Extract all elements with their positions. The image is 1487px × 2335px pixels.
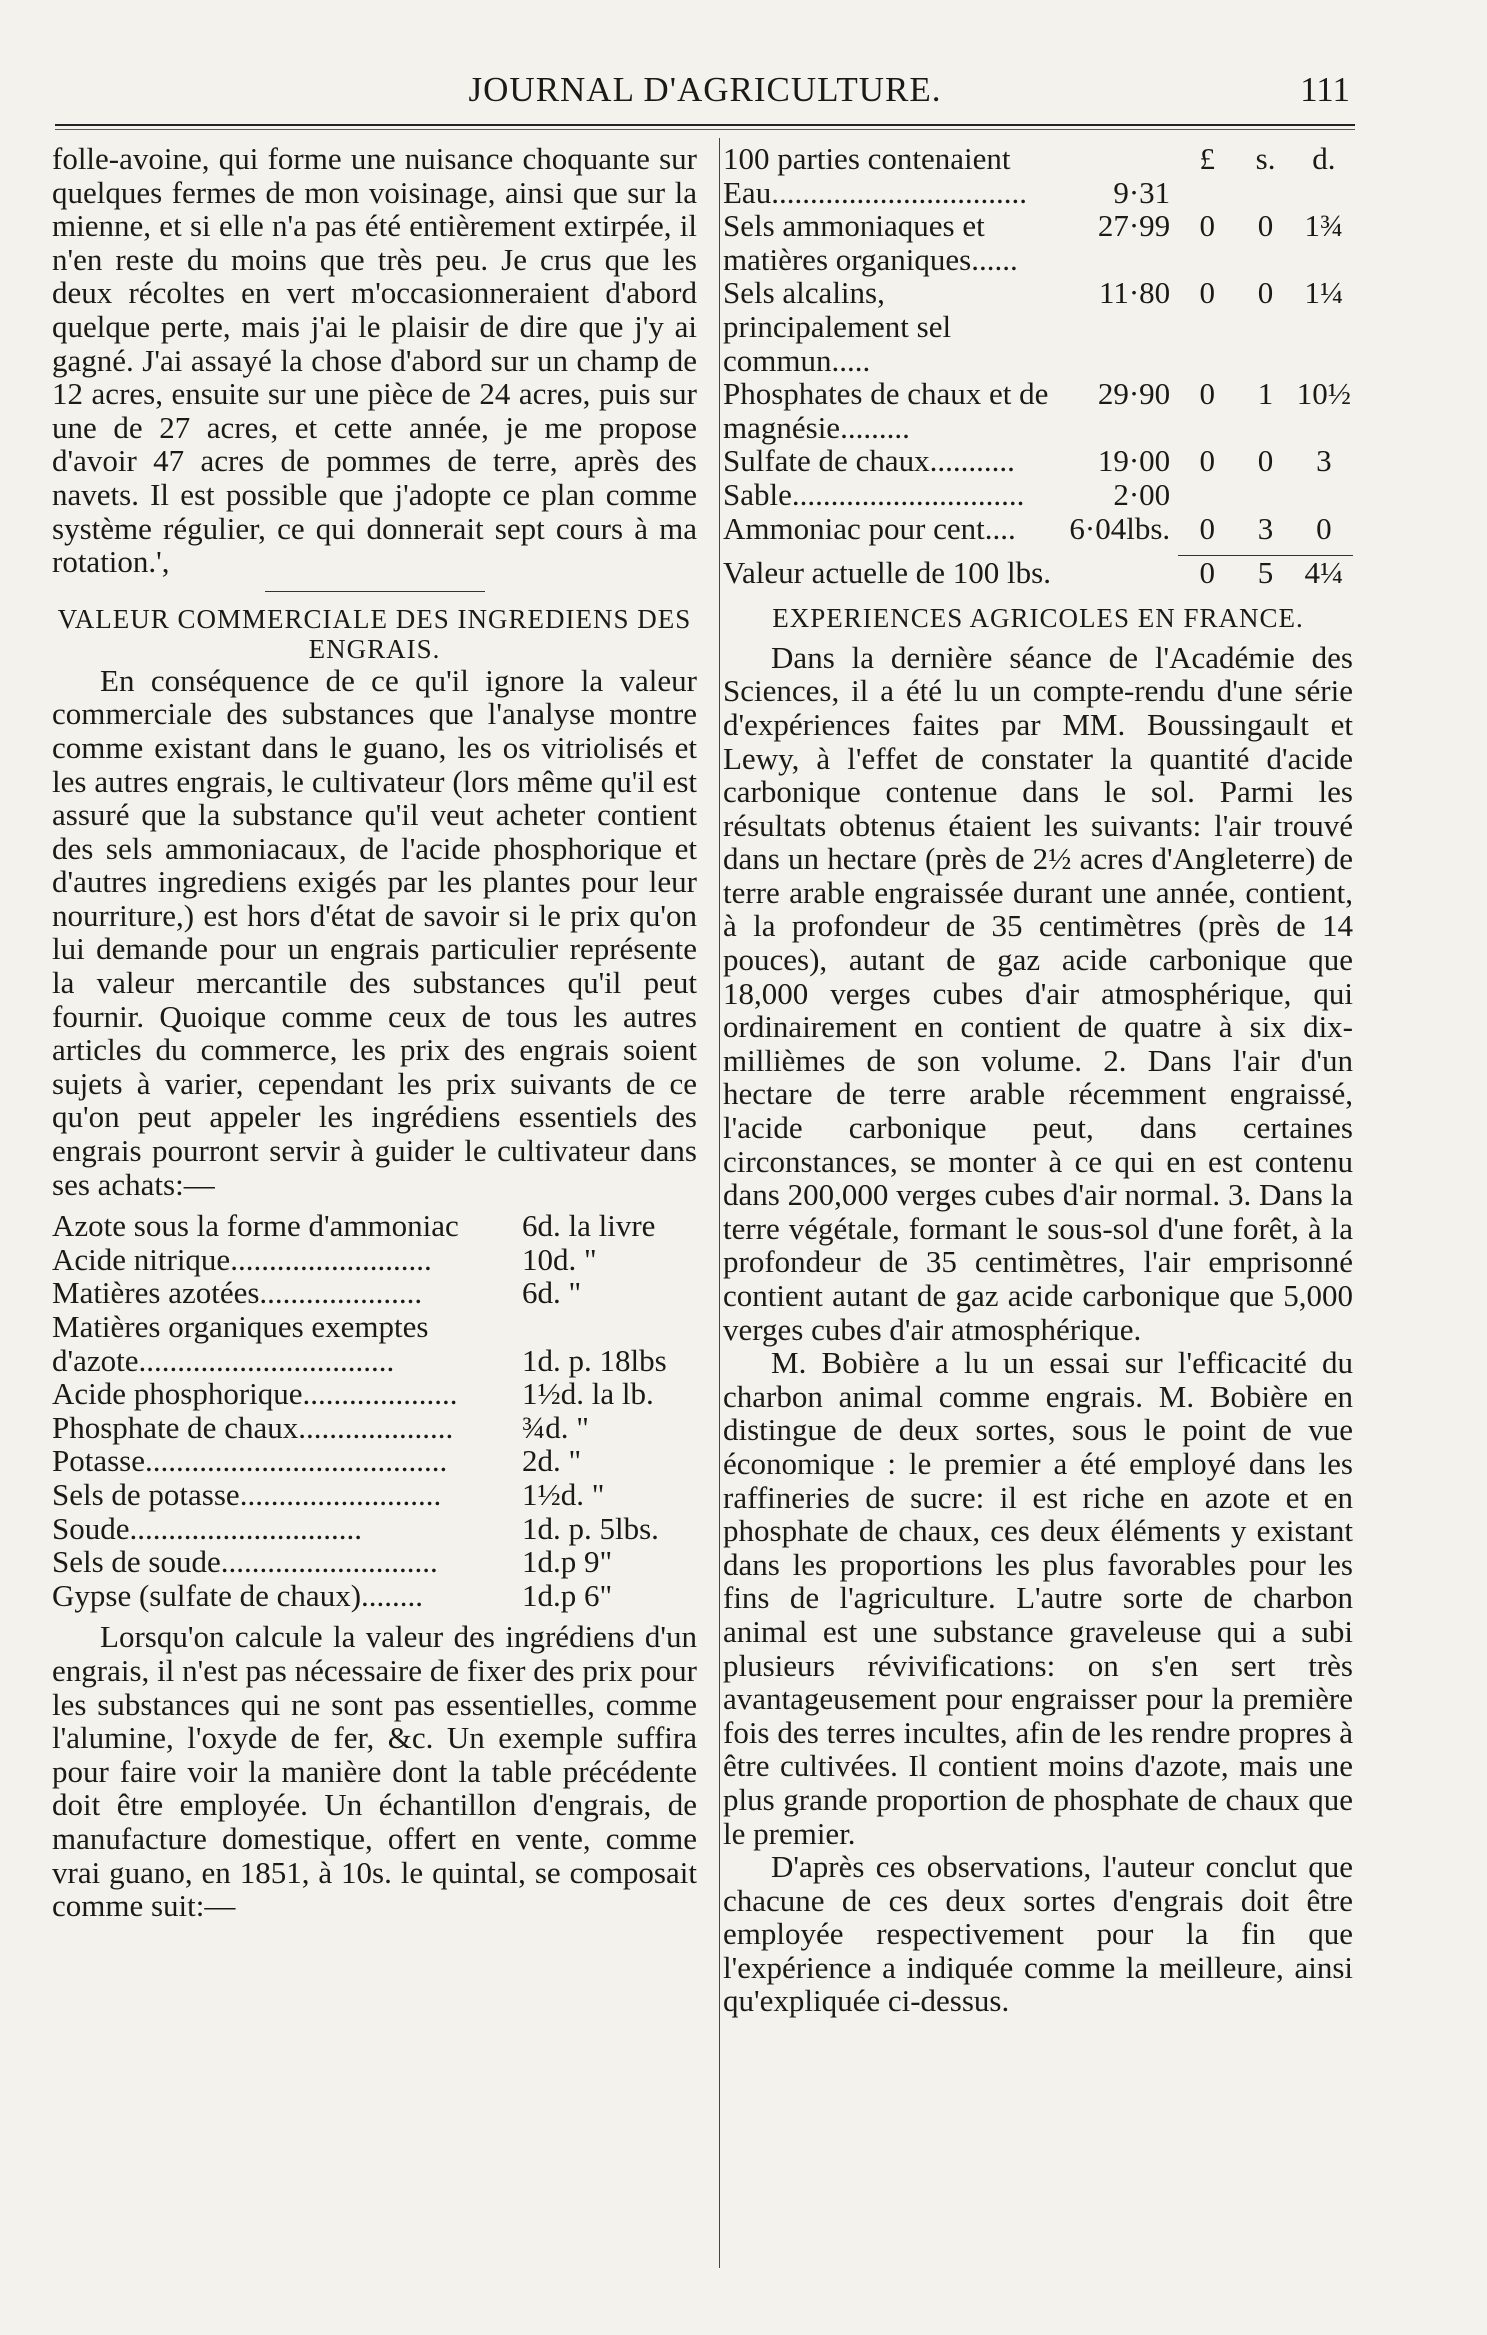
journal-title: JOURNAL D'AGRICULTURE. <box>468 70 942 109</box>
price-item: Phosphate de chaux.................... <box>52 1409 454 1445</box>
total-shillings: 5 <box>1257 555 1274 591</box>
analysis-label: Sable.............................. <box>723 476 1025 512</box>
header-rule <box>55 124 1355 126</box>
analysis-label: Ammoniac pour cent.... <box>723 510 1016 546</box>
price-value: 2d. " <box>522 1443 582 1479</box>
price-item: Acide phosphorique.................... <box>52 1376 458 1412</box>
price-row <box>52 1444 697 1478</box>
analysis-shillings: 0 <box>1257 443 1274 479</box>
price-item: d'azote................................. <box>52 1342 395 1378</box>
analysis-label: Eau................................. <box>723 174 1027 210</box>
price-row <box>52 1243 697 1277</box>
analysis-pence <box>1295 478 1353 512</box>
analysis-total-row <box>723 556 1353 590</box>
price-item: Matières organiques exemptes <box>52 1309 429 1344</box>
analysis-row <box>723 276 1353 377</box>
analysis-percent: 2·00 <box>1113 476 1171 512</box>
analysis-header-label: 100 parties contenaient <box>723 141 1011 176</box>
pence-header: d. <box>1312 141 1336 176</box>
analysis-pounds <box>1178 176 1236 210</box>
analysis-pounds: 0 <box>1199 376 1216 412</box>
price-row <box>52 1310 697 1344</box>
analysis-pounds: 0 <box>1199 275 1216 311</box>
analysis-row <box>723 377 1353 444</box>
conclusion-paragraph: D'après ces observations, l'auteur conclut que chacune de ces deux sortes d'engrais doit être employée respectivement pour la fin que l'expérience a indiquée comme la meilleure, ainsi qu'expliquée ci-dessus. <box>723 1849 1353 2019</box>
analysis-percent: 19·00 <box>1097 443 1171 479</box>
price-row <box>52 1276 697 1310</box>
analysis-pence: 1¾ <box>1304 208 1344 244</box>
price-value: 1½d. la lb. <box>522 1376 654 1412</box>
analysis-shillings: 3 <box>1257 510 1274 546</box>
price-item: Potasse....................................... <box>52 1443 448 1479</box>
total-label: Valeur actuelle de 100 lbs. <box>723 554 1051 590</box>
total-pounds: 0 <box>1199 555 1216 591</box>
analysis-pounds: 0 <box>1199 208 1216 244</box>
analysis-shillings <box>1236 478 1294 512</box>
analysis-table <box>723 142 1353 590</box>
pound-header: £ <box>1199 141 1216 176</box>
analysis-shillings <box>1236 176 1294 210</box>
analysis-pence: 10½ <box>1296 376 1351 412</box>
total-pence: 4¼ <box>1304 555 1344 591</box>
price-item: Sels de potasse.......................... <box>52 1476 442 1512</box>
price-value <box>522 1310 697 1344</box>
price-row <box>52 1478 697 1512</box>
analysis-percent: 6·04lbs. <box>1069 510 1171 546</box>
experiences-paragraph: Dans la dernière séance de l'Académie des Sciences, il a été lu un compte-rendu d'une série d'expériences faites par MM. Boussingault et Lewy, à l'effet de constater la quantité d'acide carbonique contenue dans le sol. Parmi les résultats obtenus étaient les suivants: l'air trouvé dans un hectare (près de 2½ acres d'Angleterre) de terre arable engraissée durant une année, contient, à la profondeur de 35 centimètres (près de 14 pouces), autant de gaz acide carbonique que 18,000 verges cubes d'air atmosphérique, qui ordinairement en contient de quatre à six dix-millièmes de son volume. 2. Dans l'air d'un hectare de terre arable récemment engraissé, l'acide carbonique peut, dans certaines circonstances, se monter à ce qui en est contenu dans 200,000 verges cubes d'air normal. 3. Dans la terre végétale, formant le sous-sol d'une forêt, à la profondeur de 35 centimètres, l'air emprisonné contient autant de gaz acide carbonique que 5,000 verges cubes d'air atmosphérique. <box>723 639 1353 1347</box>
right-column <box>723 142 1353 2018</box>
analysis-percent: 29·90 <box>1097 376 1171 412</box>
section-rule <box>265 591 485 592</box>
left-column <box>52 142 697 1923</box>
page-number: 111 <box>1300 70 1350 109</box>
analysis-percent: 9·31 <box>1113 174 1171 210</box>
example-paragraph: Lorsqu'on calcule la valeur des ingrédiens d'un engrais, il n'est pas nécessaire de fixer des prix pour les substances qui ne sont pas essentielles, comme l'alumine, l'oxyde de fer, &c. Un exemple suffira pour faire voir la manière dont la table précédente doit être employée. Un échantillon d'engrais, de manufacture domestique, offert en vente, comme vrai guano, en 1851, à 10s. le quintal, se composait comme suit:— <box>52 1619 697 1924</box>
price-row <box>52 1209 697 1243</box>
analysis-row <box>723 512 1353 546</box>
intro-paragraph: En conséquence de ce qu'il ignore la valeur commerciale des substances que l'analyse montre comme existant dans le guano, les os vitriolisés et les autres engrais, le cultivateur (lors même qu'il est assuré que la substance qu'il veut acheter contient des sels ammoniacaux, de l'acide phosphorique et d'autres ingrediens exigés par les plantes pour leur nourriture,) est hors d'état de savoir si le prix qu'on lui demande pour un engrais particulier représente la valeur mercantile des substances qu'il peut fournir. Quoique comme ceux de tous les autres articles du commerce, les prix des engrais soient sujets à varier, cependant les prix suivants de ce qu'on peut appeler les ingrédiens essentiels des engrais pourront servir à guider le cultivateur dans ses achats:— <box>52 662 697 1202</box>
price-row <box>52 1377 697 1411</box>
price-row <box>52 1545 697 1579</box>
analysis-percent: 11·80 <box>1098 275 1171 311</box>
section-title-experiences: EXPERIENCES AGRICOLES EN FRANCE. <box>772 602 1304 633</box>
price-value: 10d. " <box>522 1241 597 1277</box>
analysis-shillings: 1 <box>1257 376 1274 412</box>
analysis-shillings: 0 <box>1257 275 1274 311</box>
price-item: Soude.............................. <box>52 1510 362 1546</box>
price-row <box>52 1579 697 1613</box>
analysis-label: Sels alcalins, principalement sel commun..... <box>723 275 952 378</box>
bobiere-paragraph: M. Bobière a lu un essai sur l'efficacité du charbon animal comme engrais. M. Bobière en distingue de deux sortes, sous le point de vue économique : le premier a été employé dans les raffineries de sucre: il est riche en azote et en phosphate de chaux, ces deux éléments y existant dans les proportions les plus favorables pour les fins de l'agriculture. L'autre sorte de charbon animal est une substance graveleuse qui a subi plusieurs révivifications: on s'en sert très avantageusement pour engraisser pour la première fois des terres incultes, afin de les rendre propres à être cultivées. Il contient moins d'azote, mais une plus grande proportion de phosphate de chaux que le premier. <box>723 1345 1353 1851</box>
price-item: Azote sous la forme d'ammoniac <box>52 1208 459 1244</box>
price-value: 1½d. " <box>522 1476 605 1512</box>
price-item: Gypse (sulfate de chaux)........ <box>52 1577 424 1613</box>
price-item: Matières azotées..................... <box>52 1275 423 1311</box>
analysis-pence <box>1295 176 1353 210</box>
analysis-label: Sulfate de chaux........... <box>723 443 1015 479</box>
price-value: 1d.p 9" <box>522 1544 613 1580</box>
shilling-header: s. <box>1255 141 1276 176</box>
analysis-row <box>723 209 1353 276</box>
analysis-row <box>723 478 1353 512</box>
header-rule-thin <box>55 129 1355 130</box>
price-row <box>52 1512 697 1546</box>
analysis-percent: 27·99 <box>1097 208 1171 244</box>
analysis-pence: 0 <box>1316 510 1332 546</box>
price-row <box>52 1411 697 1445</box>
continued-paragraph: folle-avoine, qui forme une nuisance choquante sur quelques fermes de mon voisinage, ainsi que sur la mienne, et si elle n'a pas été entièrement extirpée, il n'en reste du moins que très peu. Je crus que les deux récoltes en vert m'occasionneraient d'abord quelque perte, mais j'ai le plaisir de dire que j'y ai gagné. J'ai assayé la chose d'abord sur un champ de 12 acres, ensuite sur une pièce de 24 acres, puis sur une de 27 acres, et cette année, je me propose d'avoir 47 acres de pommes de terre, après des navets. Il est possible que j'adopte ce plan comme système régulier, ce qui donnerait sept cours à ma rotation.', <box>52 141 697 580</box>
price-value: 6d. la livre <box>522 1208 656 1244</box>
price-value: 1d. p. 5lbs. <box>522 1510 659 1546</box>
price-item: Sels de soude............................ <box>52 1544 438 1580</box>
analysis-pence: 1¼ <box>1304 275 1344 311</box>
analysis-pounds <box>1178 478 1236 512</box>
analysis-pounds: 0 <box>1199 510 1216 546</box>
price-value: 1d. p. 18lbs <box>522 1342 667 1378</box>
analysis-label: Phosphates de chaux et de magnésie......... <box>723 376 1049 445</box>
analysis-pence: 3 <box>1316 443 1332 479</box>
price-value: ¾d. " <box>522 1409 589 1445</box>
price-value: 6d. " <box>522 1275 582 1311</box>
price-row <box>52 1344 697 1378</box>
price-list <box>52 1209 697 1612</box>
running-head <box>60 70 1350 126</box>
analysis-row <box>723 444 1353 478</box>
analysis-shillings: 0 <box>1257 208 1274 244</box>
analysis-header-row <box>723 142 1353 176</box>
section-title-valeur: VALEUR COMMERCIALE DES INGREDIENS DES ENGRAIS. <box>57 603 692 664</box>
analysis-row <box>723 176 1353 210</box>
analysis-pounds: 0 <box>1199 443 1216 479</box>
price-item: Acide nitrique.......................... <box>52 1241 432 1277</box>
price-value: 1d.p 6" <box>522 1577 613 1613</box>
column-divider <box>719 138 720 2268</box>
analysis-label: Sels ammoniaques et matières organiques...... <box>723 208 1018 277</box>
